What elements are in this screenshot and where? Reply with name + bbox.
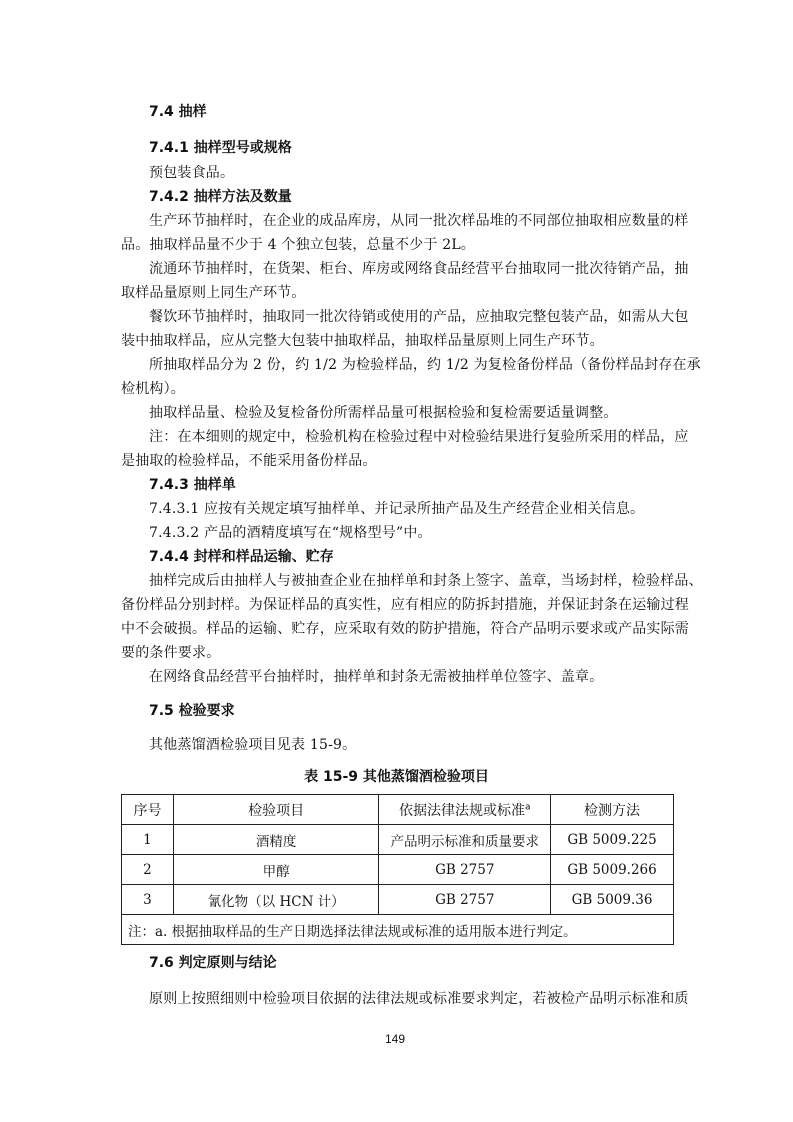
header-cell: 检测方法 — [551, 795, 674, 825]
table-cell: 氰化物（以 HCN 计） — [173, 885, 379, 915]
paragraph-line: 是抽取的检验样品，不能采用备份样品。 — [121, 453, 377, 469]
section-heading-7-5: 7.5 检验要求 — [149, 703, 235, 719]
paragraph: 其他蒸馏酒检验项目见表 15-9。 — [149, 737, 357, 753]
paragraph-line: 取样品量原则上同生产环节。 — [121, 285, 306, 301]
table-cell: 3 — [122, 885, 174, 915]
paragraph-line: 要的条件要求。 — [121, 645, 221, 661]
header-cell: 序号 — [122, 795, 174, 825]
section-heading-7-4: 7.4 抽样 — [149, 104, 207, 120]
footnote-marker: a — [525, 801, 531, 812]
section-heading-7-4-1: 7.4.1 抽样型号或规格 — [149, 140, 292, 156]
table-cell: GB 5009.225 — [551, 825, 674, 855]
paragraph-line: 品。抽取样品量不少于 4 个独立包装，总量不少于 2L。 — [121, 237, 476, 253]
paragraph-line: 抽样完成后由抽样人与被抽查企业在抽样单和封条上签字、盖章，当场封样，检验样品、 — [149, 573, 703, 589]
header-cell: 检验项目 — [173, 795, 379, 825]
table-row — [122, 825, 674, 855]
paragraph-line: 在网络食品经营平台抽样时，抽样单和封条无需被抽样单位签字、盖章。 — [149, 669, 604, 685]
paragraph-line: 备份样品分别封样。为保证样品的真实性，应有相应的防拆封措施，并保证封条在运输过程 — [121, 597, 689, 613]
table-cell: 1 — [122, 825, 174, 855]
section-heading-7-4-4: 7.4.4 封样和样品运输、贮存 — [149, 549, 334, 565]
paragraph-line: 装中抽取样品，应从完整大包装中抽取样品，抽取样品量原则上同生产环节。 — [121, 333, 604, 349]
table-note: 注：a. 根据抽取样品的生产日期选择法律法规或标准的适用版本进行判定。 — [122, 915, 674, 945]
table-row — [122, 855, 674, 885]
paragraph: 预包装食品。 — [149, 165, 235, 181]
paragraph-line: 生产环节抽样时，在企业的成品库房，从同一批次样品堆的不同部位抽取相应数量的样 — [149, 213, 689, 229]
paragraph-line: 中不会破损。样品的运输、贮存，应采取有效的防护措施，符合产品明示要求或产品实际需 — [121, 621, 689, 637]
table-note-row — [122, 915, 674, 945]
table-header-row — [122, 795, 674, 825]
table-cell: GB 2757 — [379, 855, 551, 885]
table-cell: 2 — [122, 855, 174, 885]
clause-7-4-3-1: 7.4.3.1 应按有关规定填写抽样单、并记录所抽产品及生产经营企业相关信息。 — [149, 501, 645, 517]
table-cell: 酒精度 — [173, 825, 379, 855]
paragraph-line: 餐饮环节抽样时，抽取同一批次待销或使用的产品，应抽取完整包装产品，如需从大包 — [149, 309, 689, 325]
section-heading-7-4-2: 7.4.2 抽样方法及数量 — [149, 189, 292, 205]
paragraph-line: 检机构）。 — [121, 381, 185, 397]
section-heading-7-6: 7.6 判定原则与结论 — [149, 955, 277, 971]
table-cell: GB 5009.36 — [551, 885, 674, 915]
header-cell — [379, 795, 551, 825]
section-heading-7-4-3: 7.4.3 抽样单 — [149, 477, 236, 493]
paragraph-line: 所抽取样品分为 2 份，约 1/2 为检验样品，约 1/2 为复检备份样品（备份样品封存在承 — [149, 357, 701, 373]
paragraph-line: 原则上按照细则中检验项目依据的法律法规或标准要求判定，若被检产品明示标准和质 — [149, 991, 689, 1007]
paragraph-line: 抽取样品量、检验及复检备份所需样品量可根据检验和复检需要适量调整。 — [149, 405, 618, 421]
table-cell: GB 2757 — [379, 885, 551, 915]
table-row — [122, 885, 674, 915]
table-cell: 甲醇 — [173, 855, 379, 885]
clause-7-4-3-2: 7.4.3.2 产品的酒精度填写在“规格型号”中。 — [149, 525, 432, 541]
table-cell: GB 5009.266 — [551, 855, 674, 885]
paragraph-line: 流通环节抽样时，在货架、柜台、库房或网络食品经营平台抽取同一批次待销产品，抽 — [149, 261, 689, 277]
inspection-items-table — [121, 794, 674, 945]
page-number: 149 — [385, 1032, 406, 1046]
header-cell-text: 依据法律法规或标准 — [399, 802, 526, 819]
paragraph-line: 注：在本细则的规定中，检验机构在检验过程中对检验结果进行复验所采用的样品，应 — [149, 429, 689, 445]
table-cell: 产品明示标准和质量要求 — [379, 825, 551, 855]
table-caption: 表 15-9 其他蒸馏酒检验项目 — [304, 769, 489, 785]
